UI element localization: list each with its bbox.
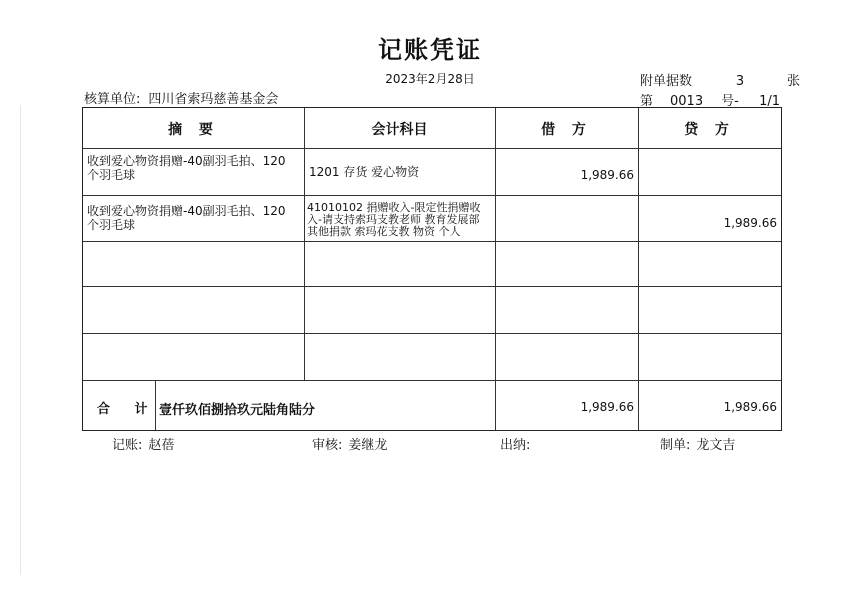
total-credit: 1,989.66 [723, 400, 777, 414]
footer-reviewer [312, 434, 387, 453]
scan-edge-line [20, 105, 21, 575]
total-label: 合 计 [97, 402, 158, 417]
reviewer-label: 审核: [312, 438, 343, 453]
row-divider [83, 286, 781, 287]
row1-debit: 1,989.66 [580, 168, 634, 182]
attachment-count [640, 70, 800, 89]
reviewer-name: 姜继龙 [348, 438, 388, 453]
row-divider [83, 241, 781, 242]
attachment-unit: 张 [786, 74, 800, 89]
row2-credit: 1,989.66 [723, 216, 777, 230]
voucher-number-prefix: 第 [640, 94, 654, 109]
bookkeeper-name: 赵蓓 [148, 438, 175, 453]
row2-account: 41010102 捐赠收入-限定性捐赠收入-请支持索玛支教老师 教育发展部 其他捐款 索玛花支教 物资 个人 [307, 201, 481, 238]
row1-account: 1201 存货 爱心物资 [309, 165, 420, 179]
footer-bookkeeper [112, 434, 174, 453]
column-divider [638, 108, 639, 430]
preparer-name: 龙文吉 [696, 438, 736, 453]
header-account: 会计科目 [371, 122, 428, 138]
row-divider [83, 380, 781, 381]
row1-summary: 收到爱心物资捐赠-40副羽毛拍、120个羽毛球 [87, 154, 286, 182]
row-divider [83, 333, 781, 334]
voucher-page-indicator: 1/1 [759, 94, 780, 109]
voucher-date: 2023年2月28日 [385, 72, 475, 86]
voucher-number-value: 0013 [670, 94, 704, 109]
attachment-number: 3 [735, 74, 745, 89]
voucher-table [82, 107, 782, 431]
voucher-title: 记账凭证 [378, 35, 482, 64]
footer-preparer [660, 434, 735, 453]
column-divider [495, 108, 496, 430]
accounting-unit [84, 88, 278, 107]
total-amount-in-words: 壹仟玖佰捌拾玖元陆角陆分 [159, 403, 316, 418]
row-divider [83, 148, 781, 149]
attachment-label: 附单据数 [640, 74, 693, 89]
footer-cashier [500, 434, 536, 453]
accounting-unit-label: 核算单位: [84, 92, 141, 107]
bookkeeper-label: 记账: [112, 438, 143, 453]
row-divider [83, 195, 781, 196]
voucher-number-suffix: 号- [721, 94, 739, 109]
row2-summary: 收到爱心物资捐赠-40副羽毛拍、120个羽毛球 [87, 204, 286, 232]
header-debit: 借 方 [541, 122, 592, 138]
accounting-unit-value: 四川省索玛慈善基金会 [148, 92, 279, 107]
header-summary: 摘 要 [168, 122, 219, 138]
preparer-label: 制单: [660, 438, 691, 453]
total-debit: 1,989.66 [580, 400, 634, 414]
cashier-label: 出纳: [500, 438, 531, 453]
header-credit: 贷 方 [684, 122, 735, 138]
